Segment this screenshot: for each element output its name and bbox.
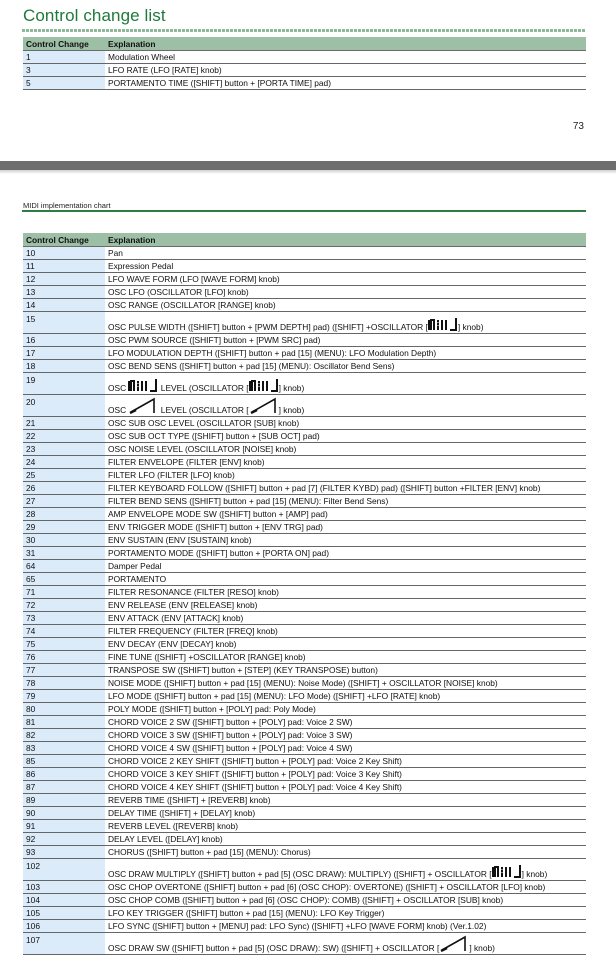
- explanation-cell: FINE TUNE ([SHIFT] +OSCILLATOR [RANGE] knob): [105, 651, 586, 664]
- explanation-cell: PORTAMENTO MODE ([SHIFT] button + [PORTA ON] pad): [105, 547, 586, 560]
- control-change-number: 72: [23, 599, 105, 612]
- control-change-number: 86: [23, 768, 105, 781]
- explanation-cell: OSC PWM SOURCE ([SHIFT] button + [PWM SRC] pad): [105, 334, 586, 347]
- table-row: [23, 312, 586, 334]
- table-row: [23, 273, 586, 286]
- control-change-number: 21: [23, 417, 105, 430]
- control-change-number: 82: [23, 729, 105, 742]
- table-row: [23, 729, 586, 742]
- table-row: [23, 534, 586, 547]
- running-head-rule: [22, 210, 586, 212]
- explanation-cell: FILTER FREQUENCY (FILTER [FREQ] knob): [105, 625, 586, 638]
- explanation-cell: OSC RANGE (OSCILLATOR [RANGE] knob): [105, 299, 586, 312]
- explanation-cell: [105, 859, 586, 881]
- explanation-cell: ENV SUSTAIN (ENV [SUSTAIN] knob): [105, 534, 586, 547]
- explanation-cell: [105, 373, 586, 395]
- explanation-cell: Expression Pedal: [105, 260, 586, 273]
- explanation-cell: ENV TRIGGER MODE ([SHIFT] button + [ENV TRG] pad): [105, 521, 586, 534]
- table-row: [23, 920, 586, 933]
- pulse-wave-icon: [428, 322, 458, 332]
- page-number: 73: [572, 121, 584, 132]
- explanation-cell: [105, 312, 586, 334]
- pulse-wave-icon: [492, 869, 522, 879]
- table-row: [23, 846, 586, 859]
- explanation-cell: LFO WAVE FORM (LFO [WAVE FORM] knob): [105, 273, 586, 286]
- table-row: [23, 443, 586, 456]
- explanation-cell: OSC BEND SENS ([SHIFT] button + pad [15] (MENU): Oscillator Bend Sens): [105, 360, 586, 373]
- table-row: [23, 794, 586, 807]
- saw-wave-icon: [439, 943, 469, 953]
- table-row: [23, 755, 586, 768]
- control-change-number: 10: [23, 247, 105, 260]
- table-row: [23, 894, 586, 907]
- control-change-number: 75: [23, 638, 105, 651]
- explanation-cell: REVERB LEVEL ([REVERB] knob): [105, 820, 586, 833]
- control-change-number: 13: [23, 286, 105, 299]
- control-change-number: 104: [23, 894, 105, 907]
- explanation-cell: CHORD VOICE 4 SW ([SHIFT] button + [POLY] pad: Voice 4 SW): [105, 742, 586, 755]
- table-row: [23, 260, 586, 273]
- explanation-text: LEVEL (OSCILLATOR [: [158, 405, 249, 415]
- explanation-cell: OSC SUB OCT TYPE ([SHIFT] button + [SUB OCT] pad): [105, 430, 586, 443]
- table-header-row: [23, 37, 586, 51]
- table-row: [23, 64, 586, 77]
- explanation-cell: CHORD VOICE 3 SW ([SHIFT] button + [POLY] pad: Voice 3 SW): [105, 729, 586, 742]
- control-change-number: 30: [23, 534, 105, 547]
- control-change-number: 16: [23, 334, 105, 347]
- explanation-text: OSC PULSE WIDTH ([SHIFT] button + [PWM DEPTH] pad) ([SHIFT] +OSCILLATOR [: [108, 322, 428, 332]
- control-change-number: 11: [23, 260, 105, 273]
- explanation-cell: ENV RELEASE (ENV [RELEASE] knob): [105, 599, 586, 612]
- table-row: [23, 907, 586, 920]
- control-change-number: 73: [23, 612, 105, 625]
- table-row: [23, 677, 586, 690]
- explanation-cell: FILTER KEYBOARD FOLLOW ([SHIFT] button + pad [7] (FILTER KYBD) pad) ([SHIFT] button +FILTER [ENV] knob): [105, 482, 586, 495]
- explanation-cell: OSC CHOP OVERTONE ([SHIFT] button + pad [6] (OSC CHOP): OVERTONE) ([SHIFT] + OSCILLATOR [LFO] knob): [105, 881, 586, 894]
- control-change-number: 83: [23, 742, 105, 755]
- header-control-change: Control Change: [23, 37, 105, 51]
- section-title: Control change list: [23, 6, 166, 25]
- table-row: [23, 586, 586, 599]
- control-change-number: 89: [23, 794, 105, 807]
- control-change-number: 24: [23, 456, 105, 469]
- explanation-cell: CHORD VOICE 2 SW ([SHIFT] button + [POLY] pad: Voice 2 SW): [105, 716, 586, 729]
- control-change-number: 18: [23, 360, 105, 373]
- control-change-number: 105: [23, 907, 105, 920]
- explanation-cell: FILTER BEND SENS ([SHIFT] button + pad [15] (MENU): Filter Bend Sens): [105, 495, 586, 508]
- control-change-number: 103: [23, 881, 105, 894]
- control-change-number: 90: [23, 807, 105, 820]
- explanation-cell: CHORD VOICE 2 KEY SHIFT ([SHIFT] button + [POLY] pad: Voice 2 Key Shift): [105, 755, 586, 768]
- table-row: [23, 469, 586, 482]
- control-change-number: 15: [23, 312, 105, 334]
- control-change-table-top: [23, 37, 586, 90]
- explanation-cell: FILTER RESONANCE (FILTER [RESO] knob): [105, 586, 586, 599]
- table-row: [23, 933, 586, 955]
- explanation-cell: POLY MODE ([SHIFT] button + [POLY] pad: Poly Mode): [105, 703, 586, 716]
- table-row: [23, 508, 586, 521]
- explanation-cell: Modulation Wheel: [105, 51, 586, 64]
- explanation-cell: LFO KEY TRIGGER ([SHIFT] button + pad [15] (MENU): LFO Key Trigger): [105, 907, 586, 920]
- explanation-cell: FILTER ENVELOPE (FILTER [ENV] knob): [105, 456, 586, 469]
- control-change-number: 27: [23, 495, 105, 508]
- explanation-cell: CHORUS ([SHIFT] button + pad [15] (MENU): Chorus): [105, 846, 586, 859]
- control-change-number: 29: [23, 521, 105, 534]
- explanation-text: OSC DRAW MULTIPLY ([SHIFT] button + pad [5] (OSC DRAW): MULTIPLY) ([SHIFT] + OSCILLATOR [: [108, 869, 492, 879]
- table-row: [23, 547, 586, 560]
- table-row: [23, 482, 586, 495]
- control-change-number: 77: [23, 664, 105, 677]
- control-change-number: 107: [23, 933, 105, 955]
- table-row: [23, 625, 586, 638]
- table-row: [23, 334, 586, 347]
- table-row: [23, 820, 586, 833]
- explanation-cell: [105, 933, 586, 955]
- explanation-cell: Pan: [105, 247, 586, 260]
- explanation-cell: TRANSPOSE SW ([SHIFT] button + [STEP] (KEY TRANSPOSE) button): [105, 664, 586, 677]
- control-change-number: 26: [23, 482, 105, 495]
- control-change-number: 81: [23, 716, 105, 729]
- page-separator-shadow: [0, 170, 616, 174]
- control-change-number: 76: [23, 651, 105, 664]
- control-change-number: 65: [23, 573, 105, 586]
- control-change-number: 80: [23, 703, 105, 716]
- table-row: [23, 742, 586, 755]
- table-header-row: [23, 233, 586, 247]
- control-change-number: 93: [23, 846, 105, 859]
- control-change-number: 22: [23, 430, 105, 443]
- table-row: [23, 859, 586, 881]
- table-row: [23, 599, 586, 612]
- explanation-text: ] knob): [469, 943, 495, 953]
- control-change-number: 3: [23, 64, 105, 77]
- saw-wave-icon: [128, 405, 158, 415]
- control-change-number: 23: [23, 443, 105, 456]
- table-row: [23, 881, 586, 894]
- control-change-number: 87: [23, 781, 105, 794]
- header-explanation: Explanation: [105, 233, 586, 247]
- explanation-cell: OSC NOISE LEVEL (OSCILLATOR [NOISE] knob): [105, 443, 586, 456]
- explanation-cell: [105, 395, 586, 417]
- table-row: [23, 768, 586, 781]
- explanation-cell: LFO MODULATION DEPTH ([SHIFT] button + pad [15] (MENU): LFO Modulation Depth): [105, 347, 586, 360]
- control-change-number: 5: [23, 77, 105, 90]
- control-change-number: 91: [23, 820, 105, 833]
- control-change-number: 106: [23, 920, 105, 933]
- table-row: [23, 373, 586, 395]
- dotted-divider: [22, 29, 586, 32]
- table-row: [23, 833, 586, 846]
- control-change-number: 28: [23, 508, 105, 521]
- header-explanation: Explanation: [105, 37, 586, 51]
- explanation-text: ] knob): [521, 869, 548, 879]
- explanation-text: LEVEL (OSCILLATOR [: [158, 383, 249, 393]
- table-row: [23, 495, 586, 508]
- explanation-cell: LFO SYNC ([SHIFT] button + [MENU] pad: LFO Sync) ([SHIFT] +LFO [WAVE FORM] knob) (Ver.1.02): [105, 920, 586, 933]
- control-change-number: 17: [23, 347, 105, 360]
- explanation-cell: REVERB TIME ([SHIFT] + [REVERB] knob): [105, 794, 586, 807]
- table-row: [23, 716, 586, 729]
- control-change-number: 1: [23, 51, 105, 64]
- explanation-cell: ENV ATTACK (ENV [ATTACK] knob): [105, 612, 586, 625]
- control-change-number: 74: [23, 625, 105, 638]
- table-row: [23, 664, 586, 677]
- control-change-number: 71: [23, 586, 105, 599]
- table-row: [23, 781, 586, 794]
- pulse-wave-icon: [249, 383, 279, 393]
- control-change-number: 92: [23, 833, 105, 846]
- control-change-number: 14: [23, 299, 105, 312]
- explanation-cell: DELAY TIME ([SHIFT] + [DELAY] knob): [105, 807, 586, 820]
- explanation-cell: OSC CHOP COMB ([SHIFT] button + pad [6] (OSC CHOP): COMB) ([SHIFT] + OSCILLATOR [SUB] knob): [105, 894, 586, 907]
- table-row: [23, 299, 586, 312]
- explanation-cell: ENV DECAY (ENV [DECAY] knob): [105, 638, 586, 651]
- explanation-text: ] knob): [457, 322, 484, 332]
- table-row: [23, 560, 586, 573]
- explanation-cell: NOISE MODE ([SHIFT] button + pad [15] (MENU): Noise Mode) ([SHIFT] + OSCILLATOR [NOISE] knob): [105, 677, 586, 690]
- table-row: [23, 807, 586, 820]
- table-row: [23, 360, 586, 373]
- explanation-text: ] knob): [278, 405, 305, 415]
- explanation-text: OSC: [108, 383, 129, 393]
- explanation-cell: PORTAMENTO TIME ([SHIFT] button + [PORTA TIME] pad): [105, 77, 586, 90]
- explanation-cell: AMP ENVELOPE MODE SW ([SHIFT] button + [AMP] pad): [105, 508, 586, 521]
- control-change-number: 79: [23, 690, 105, 703]
- control-change-number: 20: [23, 395, 105, 417]
- control-change-number: 31: [23, 547, 105, 560]
- table-row: [23, 247, 586, 260]
- explanation-text: OSC DRAW SW ([SHIFT] button + pad [5] (OSC DRAW): SW) ([SHIFT] + OSCILLATOR [: [108, 943, 440, 953]
- table-row: [23, 286, 586, 299]
- control-change-number: 12: [23, 273, 105, 286]
- table-row: [23, 430, 586, 443]
- explanation-cell: OSC LFO (OSCILLATOR [LFO] knob): [105, 286, 586, 299]
- table-row: [23, 521, 586, 534]
- page-73: [0, 0, 616, 160]
- running-head: MIDI implementation chart: [23, 201, 111, 210]
- explanation-cell: LFO MODE ([SHIFT] button + pad [15] (MENU): LFO Mode) ([SHIFT] +LFO [RATE] knob): [105, 690, 586, 703]
- page-separator: [0, 161, 616, 170]
- explanation-cell: LFO RATE (LFO [RATE] knob): [105, 64, 586, 77]
- explanation-text: OSC: [108, 405, 129, 415]
- explanation-cell: OSC SUB OSC LEVEL (OSCILLATOR [SUB] knob): [105, 417, 586, 430]
- table-row: [23, 51, 586, 64]
- table-row: [23, 347, 586, 360]
- control-change-number: 78: [23, 677, 105, 690]
- explanation-cell: CHORD VOICE 3 KEY SHIFT ([SHIFT] button + [POLY] pad: Voice 3 Key Shift): [105, 768, 586, 781]
- control-change-table-bottom: [23, 233, 586, 955]
- pulse-wave-icon: [128, 383, 158, 393]
- table-row: [23, 573, 586, 586]
- explanation-cell: Damper Pedal: [105, 560, 586, 573]
- explanation-cell: PORTAMENTO: [105, 573, 586, 586]
- table-row: [23, 417, 586, 430]
- explanation-text: ] knob): [278, 383, 305, 393]
- control-change-number: 102: [23, 859, 105, 881]
- table-row: [23, 395, 586, 417]
- saw-wave-icon: [249, 405, 279, 415]
- table-row: [23, 77, 586, 90]
- control-change-number: 25: [23, 469, 105, 482]
- control-change-number: 85: [23, 755, 105, 768]
- explanation-cell: CHORD VOICE 4 KEY SHIFT ([SHIFT] button + [POLY] pad: Voice 4 Key Shift): [105, 781, 586, 794]
- table-row: [23, 690, 586, 703]
- control-change-number: 19: [23, 373, 105, 395]
- table-row: [23, 703, 586, 716]
- control-change-number: 64: [23, 560, 105, 573]
- table-row: [23, 456, 586, 469]
- header-control-change: Control Change: [23, 233, 105, 247]
- table-row: [23, 651, 586, 664]
- explanation-cell: DELAY LEVEL ([DELAY] knob): [105, 833, 586, 846]
- table-row: [23, 638, 586, 651]
- explanation-cell: FILTER LFO (FILTER [LFO] knob): [105, 469, 586, 482]
- table-row: [23, 612, 586, 625]
